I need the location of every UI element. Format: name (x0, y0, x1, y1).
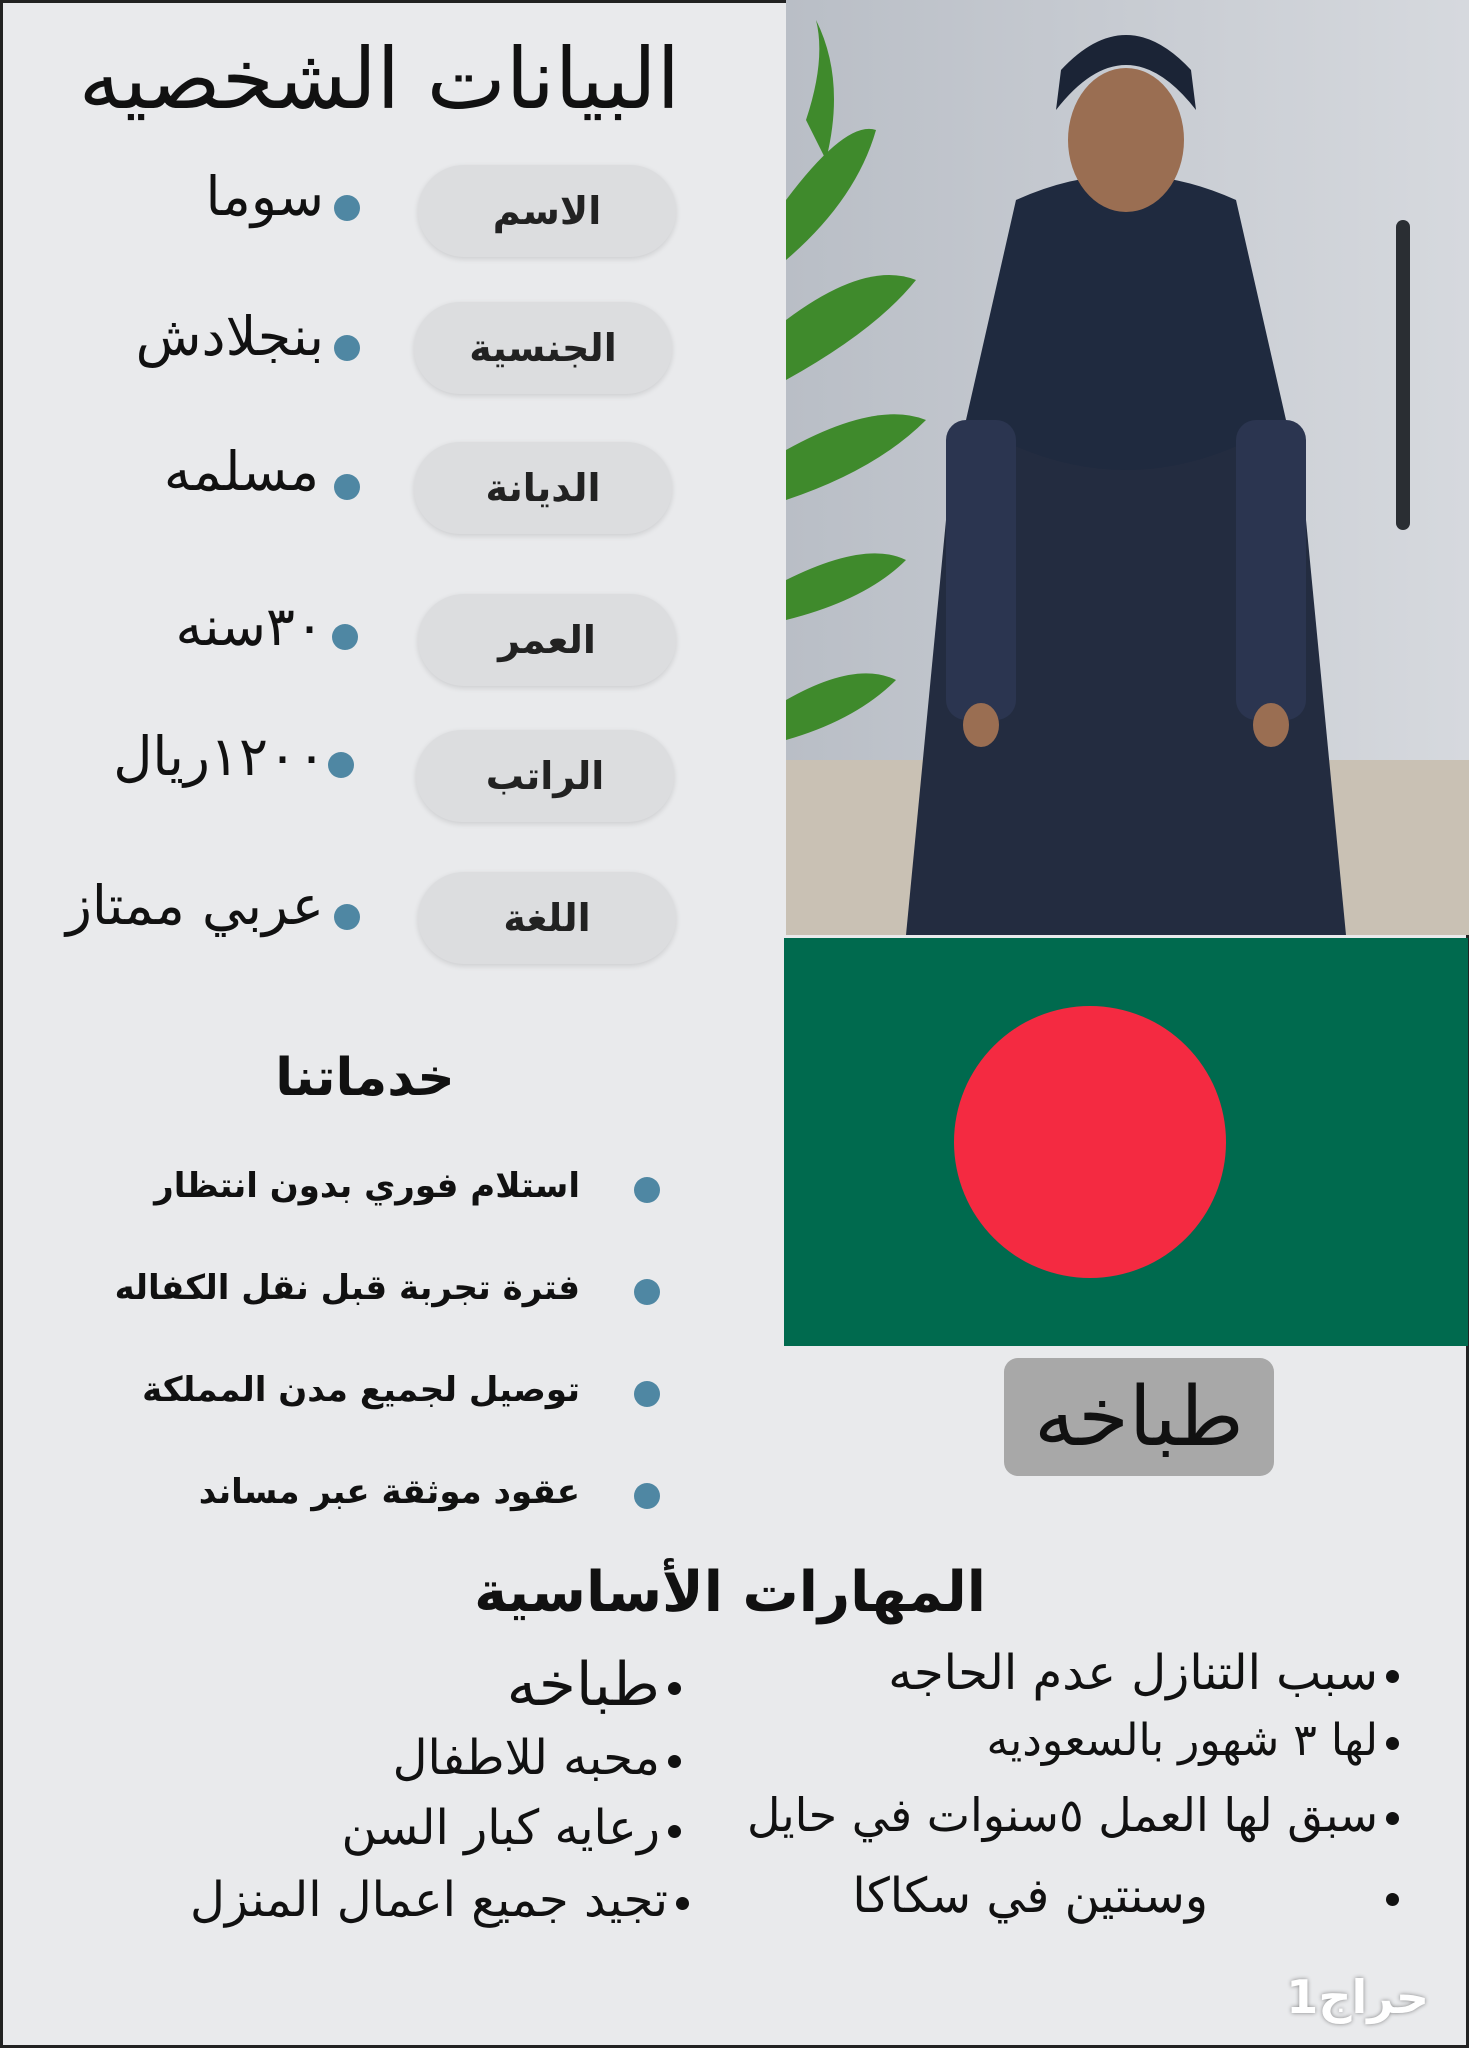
bangladesh-flag (784, 938, 1468, 1346)
service-item (40, 1364, 660, 1424)
label-salary: الراتب (416, 730, 674, 822)
bullet-dot (634, 1177, 660, 1203)
bullet-dot (634, 1483, 660, 1509)
page-title: البيانات الشخصيه (78, 30, 680, 128)
bullet-dot (1386, 1893, 1399, 1906)
service-text: توصيل لجميع مدن المملكة (142, 1370, 580, 1410)
skill-text: رعايه كبار السن (341, 1800, 660, 1856)
skills-title: المهارات الأساسية (474, 1560, 986, 1625)
value-age: ٣٠سنه (175, 595, 324, 658)
skill-right-item (986, 1715, 1399, 1766)
skill-right-item (852, 1868, 1399, 1924)
value-name: سوما (205, 165, 324, 228)
skill-text: طباخه (506, 1650, 660, 1720)
skill-text: سبق لها العمل ٥سنوات في حايل (747, 1788, 1378, 1842)
watermark: حراج1 (1286, 1970, 1429, 2024)
skill-text: وسنتين في سكاكا (852, 1868, 1208, 1924)
value-religion: مسلمه (163, 440, 319, 503)
bullet-dot (334, 335, 360, 361)
bullet-dot (328, 752, 354, 778)
service-text: استلام فوري بدون انتظار (154, 1166, 580, 1206)
value-salary: ١٢٠٠ريال (113, 725, 326, 788)
bullet-dot (1386, 1737, 1399, 1750)
label-name: الاسم (418, 165, 676, 257)
skill-left-item (190, 1872, 689, 1928)
worker-photo-illustration (786, 0, 1469, 935)
label-age: العمر (418, 594, 676, 686)
bullet-dot (668, 1755, 681, 1768)
service-item (40, 1466, 660, 1526)
skill-right-item (747, 1788, 1399, 1842)
bullet-dot (634, 1279, 660, 1305)
skill-text: سبب التنازل عدم الحاجه (888, 1645, 1378, 1701)
skill-text: تجيد جميع اعمال المنزل (189, 1872, 668, 1928)
bullet-dot (668, 1682, 681, 1695)
bullet-dot (334, 195, 360, 221)
flag-red-disc (954, 1006, 1226, 1278)
job-title-badge: طباخه (1004, 1358, 1274, 1476)
service-text: عقود موثقة عبر مساند (198, 1472, 580, 1512)
label-religion: الديانة (414, 442, 672, 534)
bullet-dot (676, 1897, 689, 1910)
skill-left-item (393, 1730, 681, 1786)
bullet-dot (334, 474, 360, 500)
label-nationality: الجنسية (414, 302, 672, 394)
service-text: فترة تجربة قبل نقل الكفاله (114, 1268, 580, 1308)
bullet-dot (334, 904, 360, 930)
bullet-dot (332, 624, 358, 650)
worker-photo (786, 0, 1469, 935)
value-language: عربي ممتاز (65, 874, 324, 937)
label-language: اللغة (418, 872, 676, 964)
bullet-dot (1386, 1812, 1399, 1825)
services-title: خدماتنا (275, 1048, 455, 1108)
bullet-dot (668, 1825, 681, 1838)
skill-left-item (341, 1800, 681, 1856)
skill-right-item (888, 1645, 1399, 1701)
value-nationality: بنجلادش (135, 305, 324, 368)
service-item (40, 1160, 660, 1220)
skill-left-item (507, 1650, 681, 1720)
bullet-dot (634, 1381, 660, 1407)
skill-text: لها ٣ شهور بالسعوديه (986, 1715, 1378, 1766)
service-item (40, 1262, 660, 1322)
skill-text: محبه للاطفال (392, 1730, 660, 1786)
bullet-dot (1386, 1670, 1399, 1683)
